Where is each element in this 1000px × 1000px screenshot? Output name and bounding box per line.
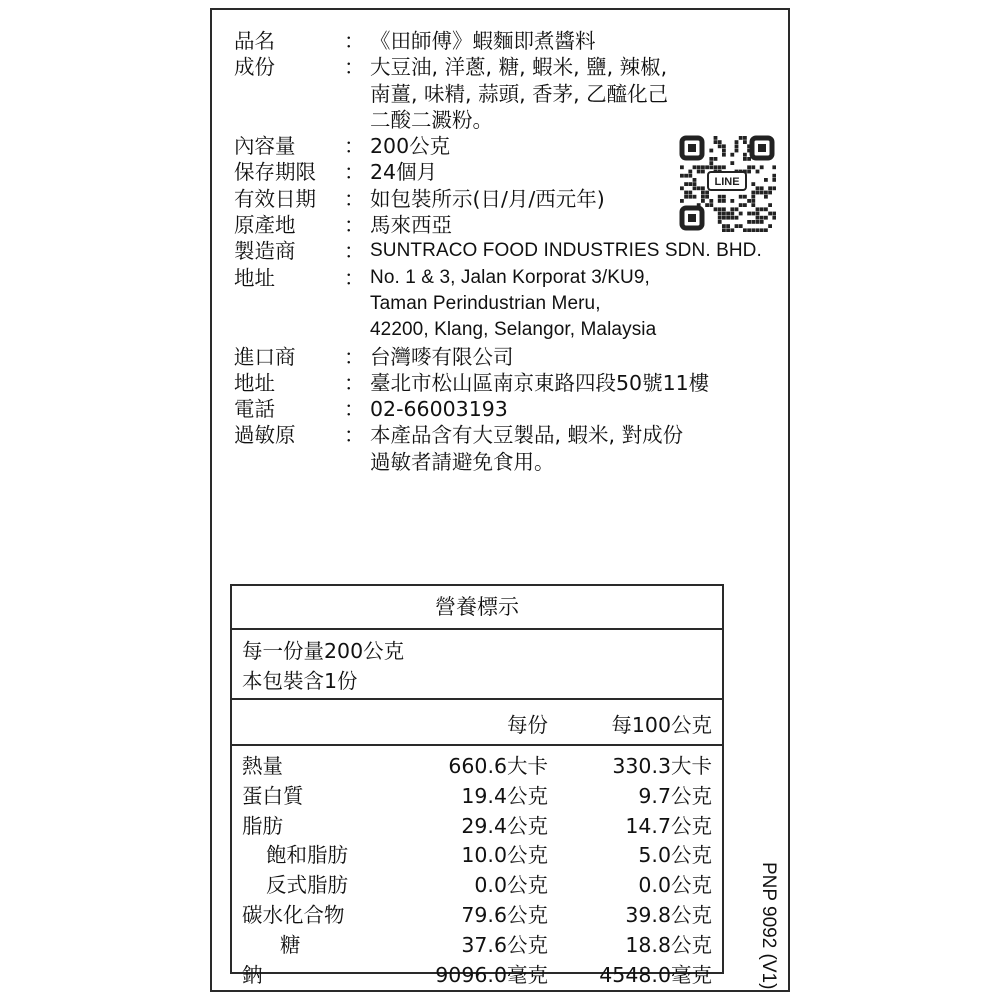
nutrition-row xyxy=(232,931,722,961)
info-row xyxy=(234,54,784,133)
col-per-serving: 每份 xyxy=(507,713,548,737)
info-key: 進口商 xyxy=(234,344,296,369)
info-value: 臺北市松山區南京東路四段50號11樓 xyxy=(370,370,710,395)
nutrient-per-100g: 0.0公克 xyxy=(638,873,712,898)
info-colon: ： xyxy=(344,29,365,53)
info-key: 保存期限 xyxy=(234,160,316,185)
info-value: 二酸二澱粉。 xyxy=(370,107,493,132)
info-colon: ： xyxy=(344,370,365,395)
nutrient-per-100g: 5.0公克 xyxy=(638,843,712,868)
nutrient-name: 反式脂肪 xyxy=(266,873,348,898)
qr-code-icon xyxy=(678,134,776,232)
product-info xyxy=(234,28,784,475)
info-key: 有效日期 xyxy=(234,186,316,211)
nutrient-per-100g: 39.8公克 xyxy=(625,902,712,927)
serving-info xyxy=(232,630,722,700)
info-value: 02-66003193 xyxy=(370,397,508,422)
nutrient-per-100g: 18.8公克 xyxy=(625,932,712,957)
info-key: 地址 xyxy=(234,265,275,290)
nutrient-per-100g: 9.7公克 xyxy=(638,783,712,808)
info-row xyxy=(234,238,784,264)
nutrient-per-serving: 79.6公克 xyxy=(461,902,548,927)
info-colon: ： xyxy=(344,55,365,80)
nutrition-row xyxy=(232,901,722,931)
nutrition-row xyxy=(232,841,722,871)
info-value: 24個月 xyxy=(370,160,438,185)
info-value: 馬來西亞 xyxy=(370,213,452,238)
nutrient-per-serving: 29.4公克 xyxy=(461,813,548,838)
nutrition-row xyxy=(232,871,722,901)
info-row xyxy=(234,28,784,54)
info-key: 製造商 xyxy=(234,239,296,264)
info-value: 台灣嘜有限公司 xyxy=(370,344,514,369)
nutrient-per-100g: 4548.0毫克 xyxy=(599,962,712,987)
info-colon: ： xyxy=(344,186,365,211)
info-value: SUNTRACO FOOD INDUSTRIES SDN. BHD. xyxy=(370,240,762,262)
nutrient-name: 脂肪 xyxy=(242,813,283,838)
nutrition-row xyxy=(232,812,722,842)
nutrition-row xyxy=(232,961,722,991)
info-value: 《田師傅》蝦麵即煮醬料 xyxy=(370,29,596,53)
info-key: 成份 xyxy=(234,55,275,80)
nutrition-row xyxy=(232,782,722,812)
product-code: PNP 9092 (V1) xyxy=(758,862,779,990)
info-key: 電話 xyxy=(234,397,275,422)
info-colon: ： xyxy=(344,397,365,422)
info-key: 品名 xyxy=(234,29,275,53)
info-key: 原產地 xyxy=(234,213,296,238)
nutrient-name: 熱量 xyxy=(242,754,283,778)
serving-size: 每一份量200公克 xyxy=(242,639,405,663)
info-colon: ： xyxy=(344,265,365,290)
servings-per-package: 本包裝含1份 xyxy=(242,669,358,693)
nutrient-per-100g: 14.7公克 xyxy=(625,813,712,838)
nutrition-title: 營養標示 xyxy=(232,586,722,630)
info-colon: ： xyxy=(344,423,365,448)
info-row xyxy=(234,265,784,344)
info-value: 42200, Klang, Selangor, Malaysia xyxy=(370,319,657,341)
nutrient-name: 飽和脂肪 xyxy=(266,843,348,868)
nutrition-rows xyxy=(232,746,722,990)
nutrition-row xyxy=(232,752,722,782)
nutrient-name: 蛋白質 xyxy=(242,783,304,808)
col-per-100g: 每100公克 xyxy=(611,713,712,737)
nutrient-per-serving: 660.6大卡 xyxy=(448,754,548,778)
info-value: 南薑, 味精, 蒜頭, 香茅, 乙醯化己 xyxy=(370,81,669,106)
info-row xyxy=(234,422,784,475)
qr-badge: LINE xyxy=(714,176,740,188)
info-key: 內容量 xyxy=(234,134,296,159)
info-value: 大豆油, 洋蔥, 糖, 蝦米, 鹽, 辣椒, xyxy=(370,55,668,80)
nutrient-name: 鈉 xyxy=(242,962,263,987)
info-key: 過敏原 xyxy=(234,423,296,448)
info-colon: ： xyxy=(344,239,365,264)
nutrient-name: 碳水化合物 xyxy=(242,902,345,927)
nutrient-per-serving: 37.6公克 xyxy=(461,932,548,957)
info-key: 地址 xyxy=(234,370,275,395)
nutrient-per-serving: 9096.0毫克 xyxy=(435,962,548,987)
product-label xyxy=(210,8,790,992)
info-value: No. 1 & 3, Jalan Korporat 3/KU9, xyxy=(370,266,650,288)
nutrient-per-100g: 330.3大卡 xyxy=(612,754,712,778)
info-value: Taman Perindustrian Meru, xyxy=(370,292,601,314)
info-colon: ： xyxy=(344,134,365,159)
nutrient-per-serving: 10.0公克 xyxy=(461,843,548,868)
nutrient-per-serving: 19.4公克 xyxy=(461,783,548,808)
info-colon: ： xyxy=(344,213,365,238)
info-row xyxy=(234,370,784,396)
nutrient-per-serving: 0.0公克 xyxy=(474,873,548,898)
info-value: 過敏者請避免食用。 xyxy=(370,449,555,474)
column-headers xyxy=(232,700,722,746)
nutrition-table xyxy=(230,584,724,987)
info-row xyxy=(234,344,784,370)
info-row xyxy=(234,396,784,422)
info-value: 如包裝所示(日/月/西元年) xyxy=(370,186,605,211)
info-value: 本產品含有大豆製品, 蝦米, 對成份 xyxy=(370,423,684,448)
info-colon: ： xyxy=(344,160,365,185)
nutrient-name: 糖 xyxy=(280,932,301,957)
info-colon: ： xyxy=(344,344,365,369)
info-value: 200公克 xyxy=(370,134,451,159)
